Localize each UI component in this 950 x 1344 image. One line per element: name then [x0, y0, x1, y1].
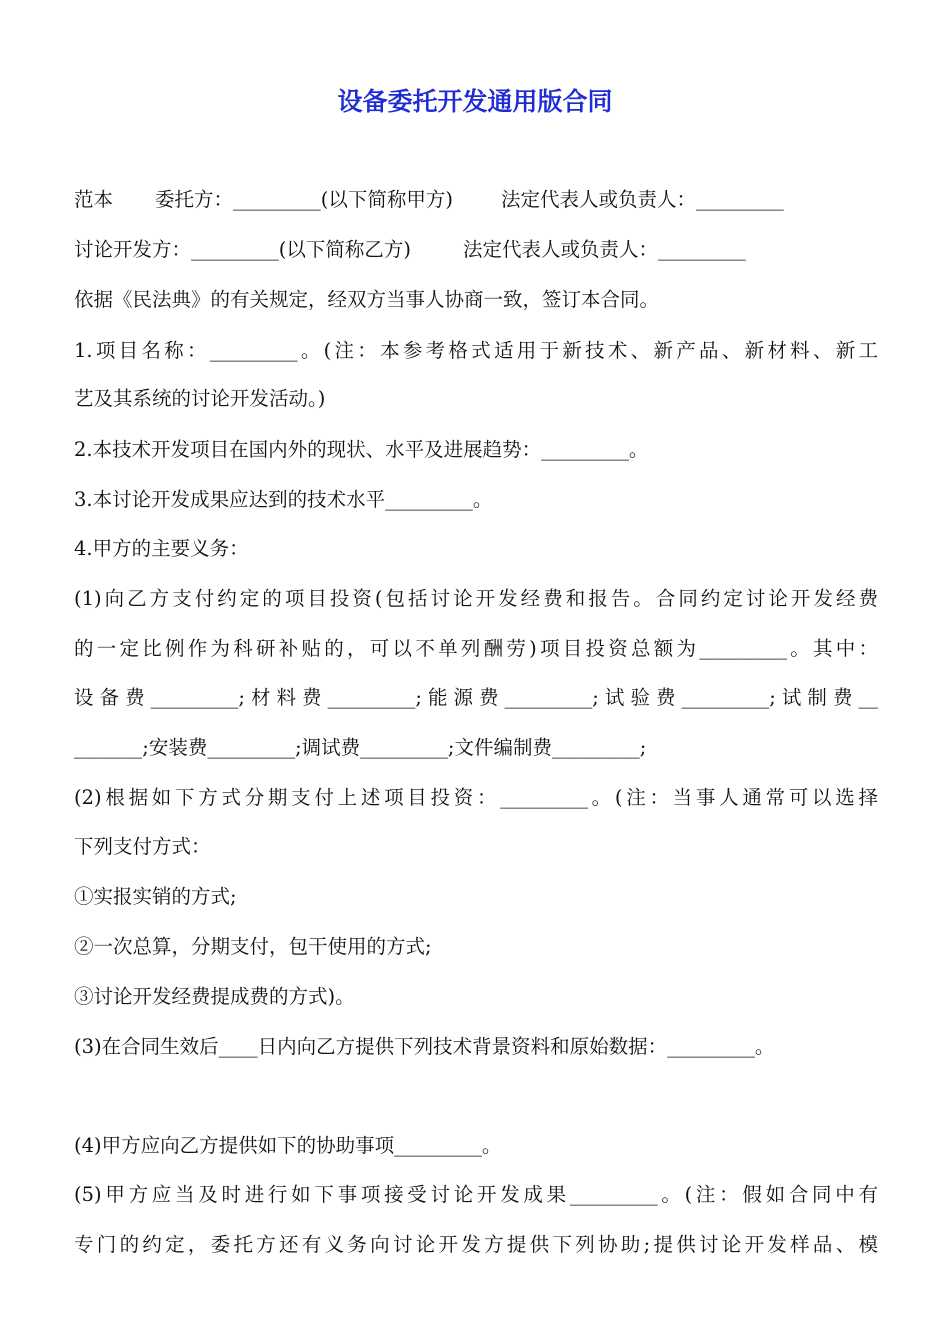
paragraph-line: 设备费_________;材料费_________;能源费_________;试验费_________;试制费__ [74, 686, 878, 709]
paragraph-line: (4)甲方应向乙方提供如下的协助事项_________。 [74, 1134, 502, 1157]
developer-representative-field: 法定代表人或负责人：_________ [462, 238, 746, 261]
client-field: 委托方：_________(以下简称甲方) [155, 188, 453, 211]
document-title: 设备委托开发通用版合同 [337, 87, 613, 116]
paragraph-line: 下列支付方式： [74, 835, 211, 858]
paragraph-line: (3)在合同生效后____日内向乙方提供下列技术背景资料和原始数据：_________。 [74, 1035, 775, 1058]
paragraph-line: 依据《民法典》的有关规定，经双方当事人协商一致，签订本合同。 [74, 288, 660, 311]
paragraph-line: _______;安装费_________;调试费_________;文件编制费_________; [74, 736, 647, 759]
paragraph-line: 3.本讨论开发成果应达到的技术水平_________。 [74, 488, 493, 511]
paragraph-line: 艺及其系统的讨论开发活动。) [74, 387, 326, 410]
paragraph-line: 的一定比例作为科研补贴的，可以不单列酬劳)项目投资总额为_________。其中： [74, 637, 878, 660]
template-label: 范本 [74, 188, 114, 211]
developer-field: 讨论开发方：_________(以下简称乙方) [74, 238, 411, 261]
paragraph-line: ②一次总算，分期支付，包干使用的方式; [74, 935, 432, 958]
paragraph-line: 1.项目名称：_________。(注：本参考格式适用于新技术、新产品、新材料、新工 [74, 339, 878, 362]
paragraph-line: (1)向乙方支付约定的项目投资(包括讨论开发经费和报告。合同约定讨论开发经费 [74, 587, 878, 610]
party-b-line [74, 232, 878, 268]
client-representative-field: 法定代表人或负责人：_________ [500, 188, 784, 211]
paragraph-line: ①实报实销的方式; [74, 885, 237, 908]
paragraph-line: (2)根据如下方式分期支付上述项目投资：_________。(注：当事人通常可以选择 [74, 786, 878, 809]
paragraph-line: (5)甲方应当及时进行如下事项接受讨论开发成果_________。(注：假如合同中有 [74, 1183, 878, 1206]
paragraph-line: ③讨论开发经费提成费的方式)。 [74, 985, 355, 1008]
paragraph-line: 专门的约定，委托方还有义务向讨论开发方提供下列协助;提供讨论开发样品、模 [74, 1233, 878, 1256]
paragraph-line: 4.甲方的主要义务： [74, 537, 249, 560]
party-a-line [74, 182, 878, 218]
paragraph-line: 2.本技术开发项目在国内外的现状、水平及进展趋势：_________。 [74, 438, 649, 461]
